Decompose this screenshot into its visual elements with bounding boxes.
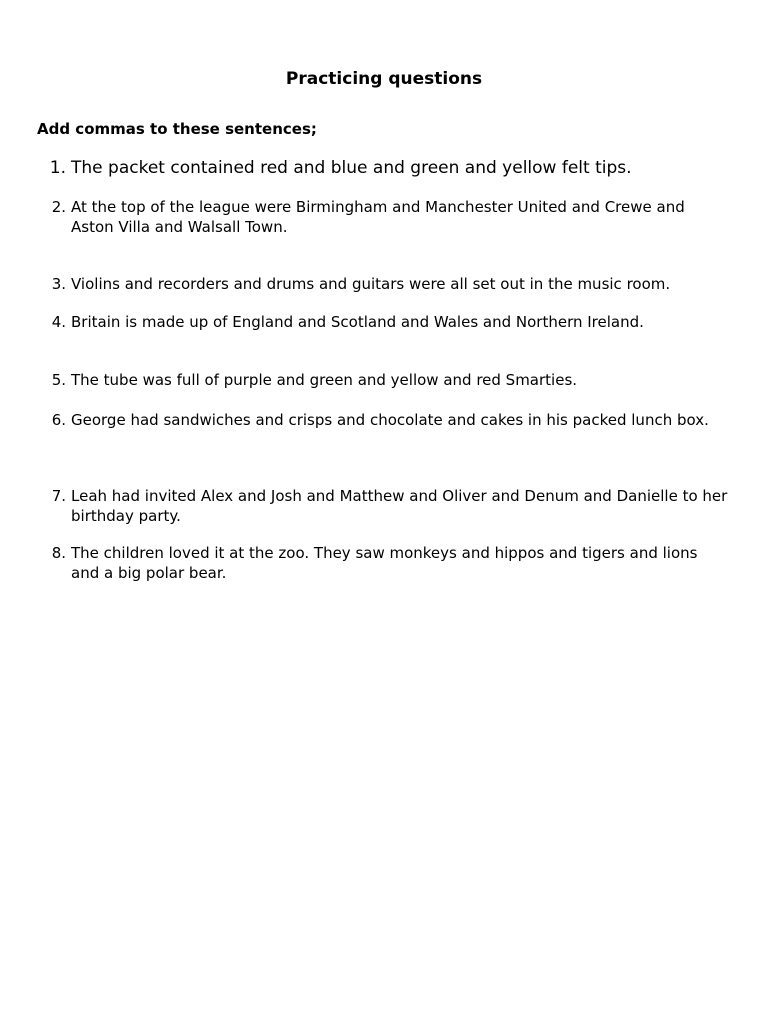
instruction-heading: Add commas to these sentences; xyxy=(37,120,317,138)
question-number: 4. xyxy=(51,313,66,331)
question-number: 2. xyxy=(51,198,66,216)
question-text: At the top of the league were Birmingham and Manchester United and Crewe and Aston Villa and Walsall Town. xyxy=(71,198,685,236)
question-number: 5. xyxy=(51,371,66,389)
question-number: 3. xyxy=(51,275,66,293)
question-number: 7. xyxy=(51,487,66,505)
page-title: Practicing questions xyxy=(285,69,483,89)
question-text: George had sandwiches and crisps and chocolate and cakes in his packed lunch box. xyxy=(71,411,709,429)
question-text: Leah had invited Alex and Josh and Matthew and Oliver and Denum and Danielle to her birthday party. xyxy=(71,487,728,525)
question-text: The children loved it at the zoo. They saw monkeys and hippos and tigers and lions and a big polar bear. xyxy=(71,544,698,582)
question-number: 8. xyxy=(51,544,66,562)
question-text: Britain is made up of England and Scotland and Wales and Northern Ireland. xyxy=(71,313,644,331)
question-number: 1. xyxy=(49,158,66,178)
question-text: The packet contained red and blue and green and yellow felt tips. xyxy=(71,158,632,178)
question-text: The tube was full of purple and green and yellow and red Smarties. xyxy=(71,371,578,389)
question-number: 6. xyxy=(51,411,66,429)
question-text: Violins and recorders and drums and guitars were all set out in the music room. xyxy=(71,275,671,293)
